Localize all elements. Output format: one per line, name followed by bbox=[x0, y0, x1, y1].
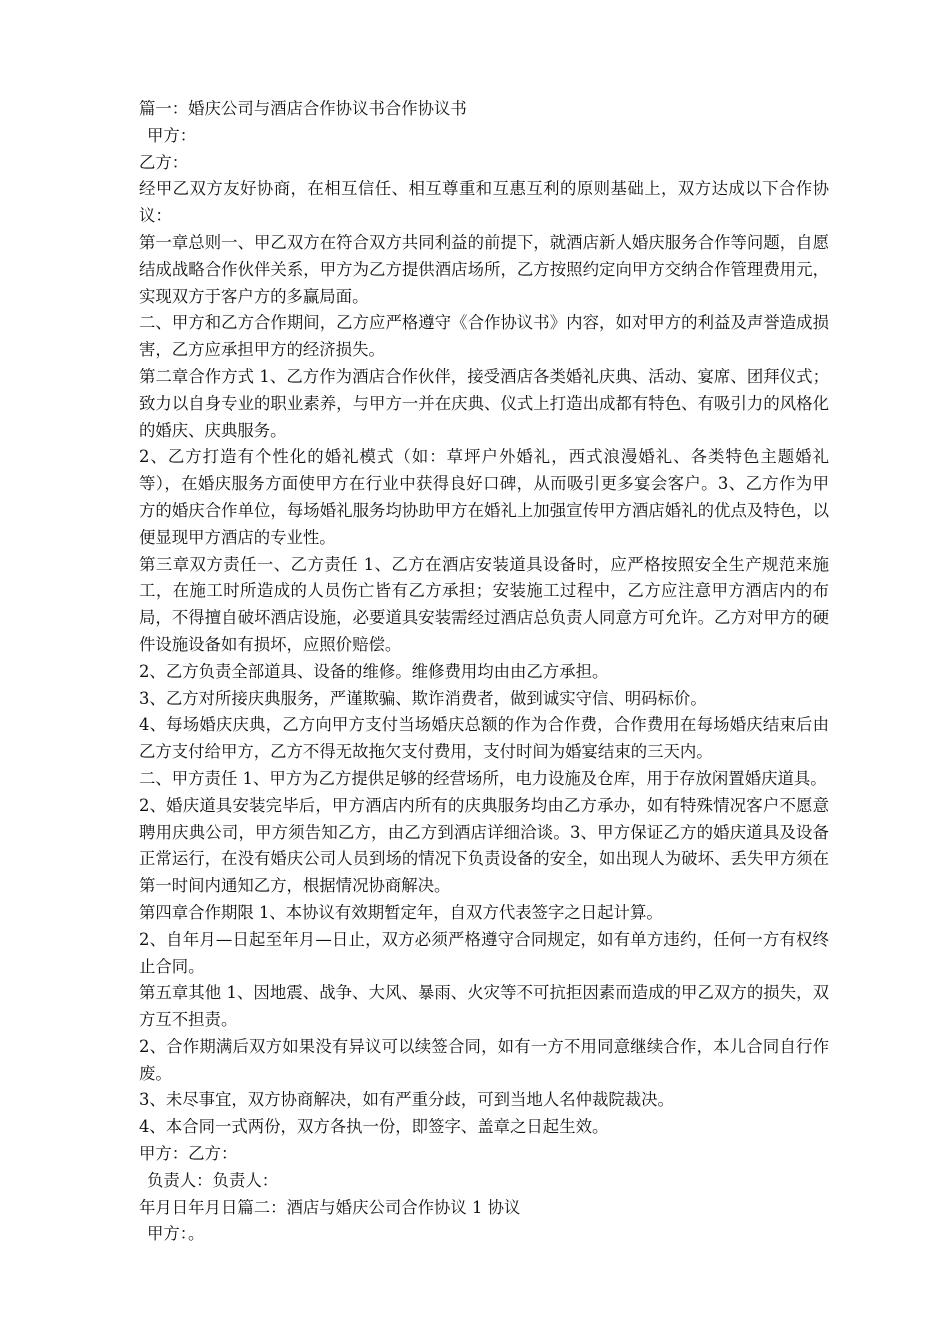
chapter-3-clause-3: 3、乙方对所接庆典服务，严谨欺骗、欺诈消费者，做到诚实守信、明码标价。 bbox=[139, 688, 707, 708]
signature-representative-line: 负责人：负责人： bbox=[147, 1170, 279, 1190]
part-2-party-a-line: 甲方：。 bbox=[147, 1224, 205, 1244]
chapter-3-paragraph: 第三章双方责任一、乙方责任 1、乙方在酒店安装道具设备时，应严格按照安全生产规范来施工，在施工时所造成的人员伤亡皆有乙方承担；安装施工过程中，乙方应注意甲方酒店内的布局，不得擅自破坏酒店设施，必要道具安装需经过酒店总负责人同意方可允许。乙方对甲方的硬件设施设备如有损坏，应照价赔偿。 bbox=[139, 554, 829, 654]
chapter-5-clause-4: 4、本合同一式两份，双方各执一份，即签字、盖章之日起生效。 bbox=[139, 1117, 609, 1137]
chapter-4-clause-2: 2、自年月—日起至年月—日止，双方必须严格遵守合同规定，如有单方违约，任何一方有权终止合同。 bbox=[139, 929, 829, 976]
document-body bbox=[139, 96, 829, 1248]
preamble-paragraph: 经甲乙双方友好协商，在相互信任、相互尊重和互惠互利的原则基础上，双方达成以下合作协议： bbox=[139, 179, 829, 226]
chapter-1-paragraph: 第一章总则一、甲乙双方在符合双方共同利益的前提下，就酒店新人婚庆服务合作等问题，自愿结成战略合作伙伴关系，甲方为乙方提供酒店场所，乙方按照约定向甲方交纳合作管理费用元，实现双方于客户方的多赢局面。 bbox=[139, 232, 829, 306]
document-title: 篇一：婚庆公司与酒店合作协议书合作协议书 bbox=[139, 99, 467, 118]
signature-parties-line: 甲方：乙方： bbox=[139, 1144, 238, 1164]
party-a-duty-2-3: 2、婚庆道具安装完毕后，甲方酒店内所有的庆典服务均由乙方承办，如有特殊情况客户不愿意聘用庆典公司，甲方须告知乙方，由乙方到酒店详细洽谈。3、甲方保证乙方的婚庆道具及设备正常运行，在没有婚庆公司人员到场的情况下负责设备的安全，如出现人为破坏、丢失甲方须在第一时间内通知乙方，根据情况协商解决。 bbox=[139, 795, 829, 896]
party-a-line: 甲方： bbox=[147, 125, 197, 145]
party-a-duty-1: 二、甲方责任 1、甲方为乙方提供足够的经营场所，电力设施及仓库，用于存放闲置婚庆道具。 bbox=[139, 768, 827, 788]
chapter-5-clause-2: 2、合作期满后双方如果没有异议可以续签合同，如有一方不用同意继续合作，本儿合同自行作废。 bbox=[139, 1036, 829, 1083]
chapter-4-paragraph: 第四章合作期限 1、本协议有效期暂定年，自双方代表签字之日起计算。 bbox=[139, 902, 663, 922]
chapter-2-clause-2-3: 2、乙方打造有个性化的婚礼模式（如：草坪户外婚礼，西式浪漫婚礼、各类特色主题婚礼等），在婚庆服务方面使甲方在行业中获得良好口碑，从而吸引更多宴会客户。3、乙方作为甲方的婚庆合作单位，每场婚礼服务均协助甲方在婚礼上加强宣传甲方酒店婚礼的优点及特色，以便显现甲方酒店的专业性。 bbox=[139, 447, 829, 547]
party-b-line: 乙方： bbox=[139, 152, 189, 172]
chapter-3-clause-2: 2、乙方负责全部道具、设备的维修。维修费用均由由乙方承担。 bbox=[139, 661, 609, 681]
chapter-5-clause-3: 3、未尽事宜，双方协商解决，如有严重分歧，可到当地人名仲裁院裁决。 bbox=[139, 1090, 674, 1110]
date-and-part-2-title: 年月日年月日篇二：酒店与婚庆公司合作协议 1 协议 bbox=[139, 1197, 521, 1217]
chapter-1-clause-2: 二、甲方和乙方合作期间，乙方应严格遵守《合作协议书》内容，如对甲方的利益及声誉造成损害，乙方应承担甲方的经济损失。 bbox=[139, 313, 829, 360]
chapter-5-paragraph: 第五章其他 1、因地震、战争、大风、暴雨、火灾等不可抗拒因素而造成的甲乙双方的损失，双方互不担责。 bbox=[139, 983, 829, 1030]
chapter-3-clause-4: 4、每场婚庆庆典，乙方向甲方支付当场婚庆总额的作为合作费，合作费用在每场婚庆结束后由乙方支付给甲方，乙方不得无故拖欠支付费用，支付时间为婚宴结束的三天内。 bbox=[139, 715, 829, 762]
chapter-2-paragraph: 第二章合作方式 1、乙方作为酒店合作伙伴，接受酒店各类婚礼庆典、活动、宴席、团拜仪式；致力以自身专业的职业素养，与甲方一并在庆典、仪式上打造出成都有特色、有吸引力的风格化的婚庆、庆典服务。 bbox=[139, 366, 829, 440]
